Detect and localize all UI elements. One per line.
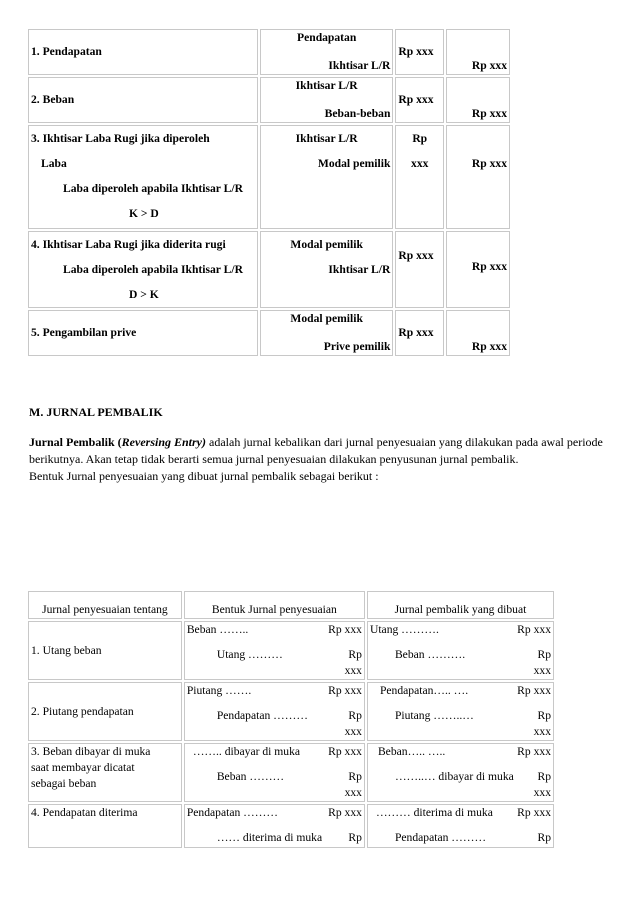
rev-debit-amount: Rp xxx	[517, 806, 551, 819]
table-row	[28, 621, 554, 680]
credit-amount: Rp xxx	[446, 231, 510, 308]
rev-credit: Piutang ……..…	[394, 709, 474, 722]
adj-credit-amount-value: xxx	[344, 725, 362, 738]
term-italic: Reversing Entry)	[121, 435, 207, 449]
rev-debit: Beban….. …..	[377, 745, 446, 758]
rev-debit: Utang ……….	[369, 623, 439, 636]
adj-debit: Beban ……..	[186, 623, 249, 636]
adj-debit-amount: Rp xxx	[328, 684, 362, 697]
debit-amount: Rp xxx	[395, 29, 444, 75]
row-label-note: Laba diperoleh apabila Ikhtisar L/R	[63, 182, 243, 195]
credit-account: Ikhtisar L/R	[328, 59, 391, 72]
row-label-condition: K > D	[129, 207, 159, 220]
row-label: 1. Pendapatan	[28, 29, 258, 75]
adj-credit: …… diterima di muka	[216, 831, 323, 844]
adj-credit: Utang ………	[216, 648, 283, 661]
debit-amount-value: xxx	[411, 157, 429, 170]
rev-credit-amount-value: xxx	[533, 786, 551, 799]
adj-credit-amount-value: xxx	[344, 664, 362, 677]
rev-credit: Beban ……….	[394, 648, 466, 661]
debit-account: Modal pemilik	[290, 312, 363, 325]
debit-account: Modal pemilik	[290, 238, 363, 251]
debit-account: Ikhtisar L/R	[295, 79, 358, 92]
row-label-sub: saat membayar dicatat	[31, 761, 135, 774]
body-text-2: Bentuk Jurnal penyesuaian yang dibuat jurnal pembalik sebagai berikut :	[29, 469, 379, 483]
rev-credit: ……..… dibayar di muka	[394, 770, 514, 783]
table-row	[28, 77, 510, 123]
credit-account: Ikhtisar L/R	[328, 263, 391, 276]
table-row	[28, 125, 510, 229]
credit-account: Modal pemilik	[317, 157, 391, 170]
rev-credit-amount-value: xxx	[533, 725, 551, 738]
term: Jurnal Pembalik (	[29, 435, 122, 449]
credit-account: Beban-beban	[324, 107, 391, 120]
adj-debit-amount: Rp xxx	[328, 623, 362, 636]
row-label: 3. Beban dibayar di muka	[31, 745, 151, 758]
table-row	[28, 310, 510, 356]
credit-account: Prive pemilik	[323, 340, 391, 353]
rev-debit: Pendapatan….. ….	[379, 684, 469, 697]
rev-credit-amount: Rp	[537, 770, 551, 783]
credit-amount: Rp xxx	[446, 29, 510, 75]
row-label-sub-2: sebagai beban	[31, 777, 97, 790]
adj-debit-amount: Rp xxx	[328, 806, 362, 819]
debit-amount: Rp xxx	[395, 310, 444, 356]
adj-debit-amount: Rp xxx	[328, 745, 362, 758]
row-label: 2. Piutang pendapatan	[28, 682, 182, 741]
row-label: 1. Utang beban	[28, 621, 182, 680]
rev-debit-amount: Rp xxx	[517, 623, 551, 636]
adj-credit-amount: Rp	[348, 831, 362, 844]
row-label: 4. Pendapatan diterima	[28, 804, 182, 848]
adj-credit: Beban ………	[216, 770, 285, 783]
debit-amount: Rp xxx	[395, 231, 444, 308]
table-row	[28, 743, 554, 802]
rev-debit-amount: Rp xxx	[517, 745, 551, 758]
adj-credit-amount-value: xxx	[344, 786, 362, 799]
row-label-sub: Laba	[41, 157, 67, 170]
credit-amount: Rp xxx	[446, 310, 510, 356]
debit-account: Pendapatan	[297, 31, 357, 44]
rev-credit-amount: Rp	[537, 648, 551, 661]
rev-credit-amount-value: xxx	[533, 664, 551, 677]
rev-debit-amount: Rp xxx	[517, 684, 551, 697]
closing-entries-table	[26, 27, 512, 358]
row-label: 5. Pengambilan prive	[28, 310, 258, 356]
table-row	[28, 29, 510, 75]
adj-credit-amount: Rp	[348, 648, 362, 661]
row-label: 4. Ikhtisar Laba Rugi jika diderita rugi	[31, 238, 226, 251]
row-label: 3. Ikhtisar Laba Rugi jika diperoleh	[31, 132, 210, 145]
reversing-entries-table	[26, 589, 556, 850]
column-header: Jurnal penyesuaian tentang	[28, 591, 182, 619]
adj-credit: Pendapatan ………	[216, 709, 308, 722]
table-header-row	[28, 591, 554, 619]
table-row	[28, 231, 510, 308]
credit-amount: Rp xxx	[446, 125, 510, 229]
adj-debit: Piutang …….	[186, 684, 252, 697]
rev-credit-amount: Rp	[537, 709, 551, 722]
adj-credit-amount: Rp	[348, 709, 362, 722]
table-row	[28, 804, 554, 848]
row-label: 2. Beban	[28, 77, 258, 123]
rev-credit-amount: Rp	[537, 831, 551, 844]
credit-amount: Rp xxx	[446, 77, 510, 123]
adj-debit: …….. dibayar di muka	[192, 745, 301, 758]
debit-amount: Rp	[412, 132, 428, 145]
adj-credit-amount: Rp	[348, 770, 362, 783]
rev-credit: Pendapatan ………	[394, 831, 487, 844]
section-title: M. JURNAL PEMBALIK	[29, 405, 163, 419]
row-label-condition: D > K	[129, 288, 159, 301]
section-body	[29, 434, 619, 485]
body-text: adalah jurnal kebalikan dari jurnal penyesuaian yang dilakukan pada awal periode berikutnya. Akan tetap tidak berarti semua jurnal penyesuaian dilakukan penyusunan jurnal pembalik.	[29, 435, 603, 466]
debit-amount: Rp xxx	[395, 77, 444, 123]
adj-debit: Pendapatan ………	[186, 806, 278, 819]
column-header: Bentuk Jurnal penyesuaian	[184, 591, 365, 619]
table-row	[28, 682, 554, 741]
row-label-note: Laba diperoleh apabila Ikhtisar L/R	[63, 263, 243, 276]
rev-debit: ……… diterima di muka	[375, 806, 493, 819]
column-header: Jurnal pembalik yang dibuat	[367, 591, 554, 619]
debit-account: Ikhtisar L/R	[295, 132, 358, 145]
